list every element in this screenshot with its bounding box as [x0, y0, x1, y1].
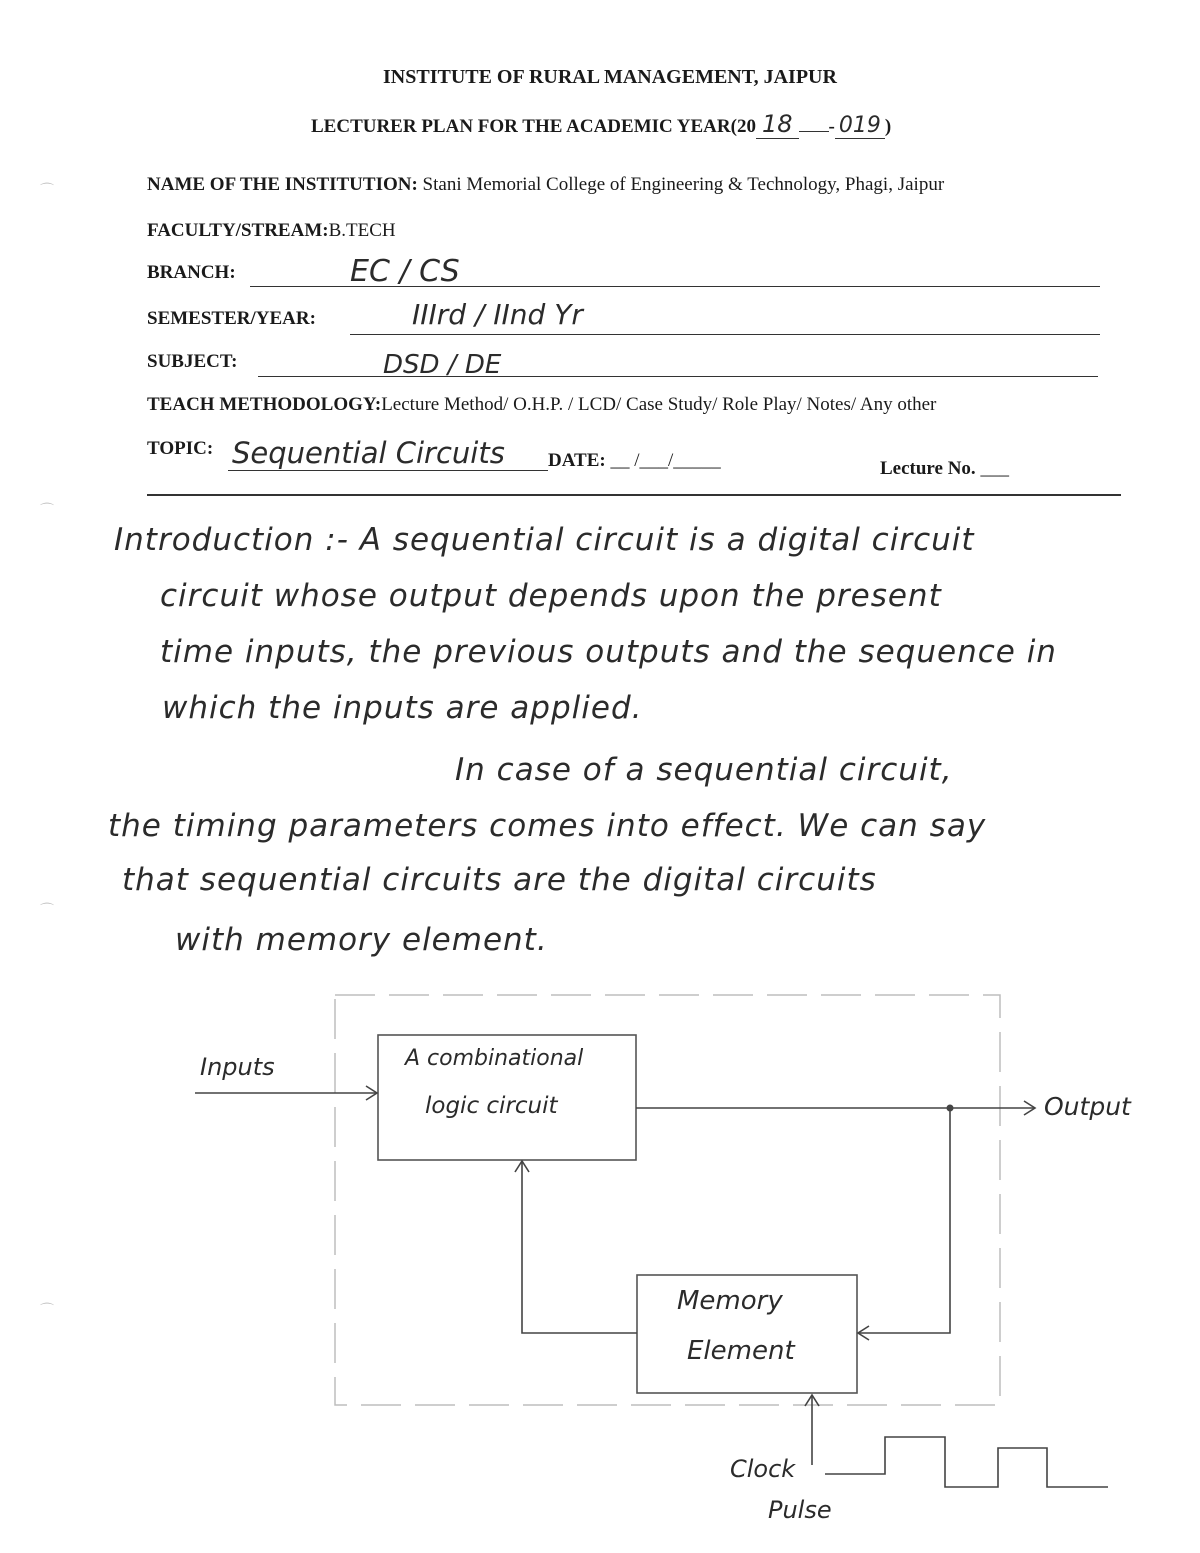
method-label: TEACH METHODOLOGY: — [147, 394, 382, 415]
faculty-value: B.TECH — [328, 220, 396, 241]
lecture-value: ___ — [980, 458, 1009, 479]
comb-label-2: logic circuit — [425, 1093, 558, 1119]
note-line-7: that sequential circuits are the digital circuits — [122, 862, 877, 898]
note-line-3: time inputs, the previous outputs and the sequence in — [160, 634, 1057, 670]
note-line-8: with memory element. — [175, 922, 548, 958]
feedback-wire — [859, 1108, 950, 1333]
year-start: 18 — [756, 110, 799, 139]
memory-return-wire — [522, 1162, 637, 1333]
institution-value: Stani Memorial College of Engineering & Technology, Phagi, Jaipur — [422, 174, 945, 195]
branch-value: EC / CS — [350, 254, 460, 289]
clock-label-2: Pulse — [768, 1496, 832, 1524]
semester-value: IIIrd / IInd Yr — [412, 298, 583, 331]
faculty-label: FACULTY/STREAM: — [147, 220, 329, 241]
clock-waveform — [825, 1437, 1108, 1487]
output-label: Output — [1044, 1092, 1131, 1121]
branch-label: BRANCH: — [147, 262, 236, 283]
note-line-4: which the inputs are applied. — [162, 690, 643, 726]
memory-label-2: Element — [687, 1336, 795, 1366]
institution-label: NAME OF THE INSTITUTION: — [147, 174, 418, 195]
margin-mark: ⌒ — [40, 504, 54, 519]
date-label: DATE: — [548, 450, 606, 471]
comb-label-1: A combinational — [405, 1046, 584, 1071]
topic-value: Sequential Circuits — [232, 436, 505, 470]
margin-mark: ⌒ — [40, 904, 54, 919]
inputs-label: Inputs — [200, 1053, 275, 1081]
note-line-1: Introduction :- A sequential circuit is a digital circuit — [114, 522, 975, 558]
method-value: Lecture Method/ O.H.P. / LCD/ Case Study/ Role Play/ Notes/ Any other — [381, 394, 937, 415]
lecture-label: Lecture No. — [880, 458, 976, 479]
subject-value: DSD / DE — [383, 350, 502, 380]
topic-label: TOPIC: — [147, 438, 214, 459]
date-value: __ /___/_____ — [610, 450, 721, 471]
note-line-2: circuit whose output depends upon the present — [160, 578, 942, 614]
year-sep: - — [828, 116, 835, 137]
plan-title-prefix: LECTURER PLAN FOR THE ACADEMIC YEAR(20 — [311, 116, 756, 137]
margin-mark: ⌒ — [40, 1304, 54, 1319]
note-line-5: In case of a sequential circuit, — [455, 752, 953, 788]
clock-label-1: Clock — [730, 1455, 796, 1483]
subject-label: SUBJECT: — [147, 351, 238, 372]
year-end: 019 — [835, 113, 885, 139]
semester-label: SEMESTER/YEAR: — [147, 308, 316, 329]
plan-close: ) — [884, 116, 892, 137]
margin-mark: ⌒ — [40, 184, 54, 199]
note-line-6: the timing parameters comes into effect. We can say — [108, 808, 987, 844]
memory-label-1: Memory — [677, 1286, 783, 1316]
institute-title: INSTITUTE OF RURAL MANAGEMENT, JAIPUR — [383, 66, 837, 88]
